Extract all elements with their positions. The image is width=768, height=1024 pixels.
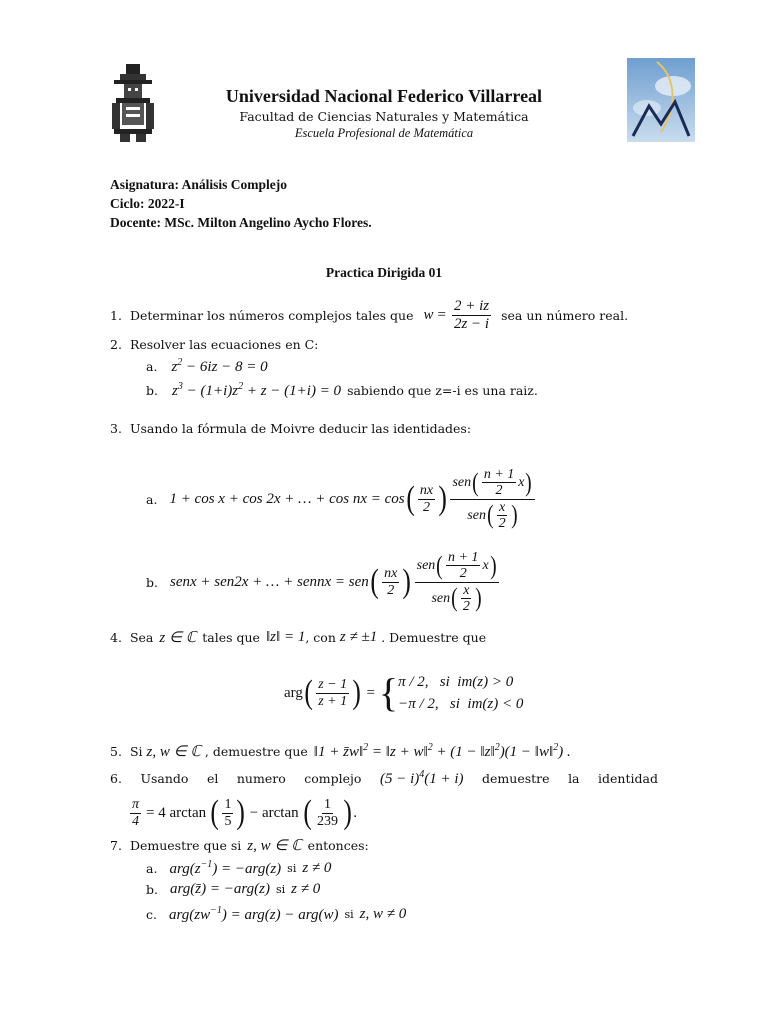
problem-4: 4. Sea z ∈ ℂ tales que ‖z‖ = 1 , con z ≠ ±1 . Demuestre que (110, 629, 487, 646)
school-name: Escuela Profesional de Matemática (294, 126, 474, 140)
university-name: Universidad Nacional Federico Villarreal (225, 86, 543, 106)
course-cycle: Ciclo: 2022-I (110, 196, 185, 211)
problem-5: 5. Si z, w ∈ ℂ , demuestre que ‖1 + z̄w‖$^2$ = ‖z + w‖$^2$ + (1 − ‖z‖$^2$)(1 − ‖w‖$^2$) . (110, 742, 571, 760)
problem-2: 2. Resolver las ecuaciones en C: (110, 337, 319, 352)
page-title: Practica Dirigida 01 (325, 265, 443, 280)
problem-1: 1. Determinar los números complejos tales que w = $\frac{2 + iz}{2z - i}$ sea un número real. (110, 298, 629, 332)
course-subject: Asignatura: Análisis Complejo (110, 177, 288, 192)
problem-3: 3. Usando la fórmula de Moivre deducir las identidades: (110, 421, 472, 436)
course-teacher: Docente: MSc. Milton Angelino Aycho Flores. (110, 215, 372, 230)
faculty-name: Facultad de Ciencias Naturales y Matemática (239, 109, 529, 124)
problem-6: 6. Usando el numero complejo $(5 - i)^4(1 + i)$ demuestre la identidad (110, 769, 658, 787)
problem-7: 7. Demuestre que si z, w ∈ ℂ entonces: (110, 838, 369, 854)
